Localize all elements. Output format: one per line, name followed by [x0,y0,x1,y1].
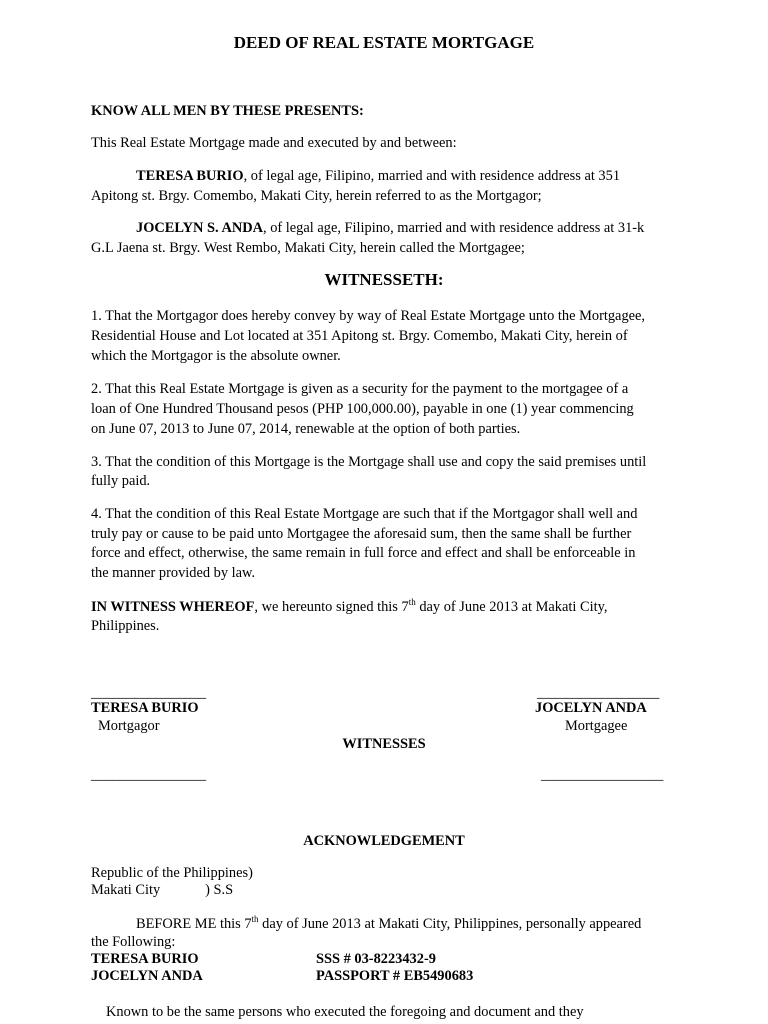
mortgagor-role: Mortgagor [98,718,160,734]
clause-2-line3: on June 07, 2013 to June 07, 2014, renewable at the option of both parties. [91,421,521,437]
clause-2-line1: 2. That this Real Estate Mortgage is given as a security for the payment to the mortgagee of a [91,381,629,397]
person-2-name: JOCELYN ANDA [91,968,203,984]
clause-1-line2: Residential House and Lot located at 351 Apitong st. Brgy. Comembo, Makati City, herein of [91,328,628,344]
ack-ordinal-suffix: th [251,914,259,925]
clause-2-line2: loan of One Hundred Thousand pesos (PHP 100,000.00), payable in one (1) year commencing [91,401,634,417]
before-me-text-cont: day of June 2013 at Makati City, Philippines, personally appeared [258,916,642,932]
mortgagee-details: , of legal age, Filipino, married and with residence address at 31-k [263,220,645,236]
person-1-id: SSS # 03-8223432-9 [316,951,436,967]
venue-city: Makati City [91,882,161,898]
venue-ss: ) S.S [205,882,234,898]
clause-1-line1: 1. That the Mortgagor does hereby convey by way of Real Estate Mortgage unto the Mortgagee, [91,308,646,324]
clause-4-line2: truly pay or cause to be paid unto Mortgagee the aforesaid sum, then the same shall be further [91,526,632,542]
person-2-id: PASSPORT # EB5490683 [316,968,474,984]
mortgagee-party-line2: G.L Jaena st. Brgy. West Rembo, Makati City, herein called the Mortgagee; [91,240,525,256]
venue-line2 [91,880,233,900]
clause-4-line1: 4. That the condition of this Real Estate Mortgage are such that if the Mortgagor shall well and [91,506,638,522]
in-witness-line2: Philippines. [91,618,160,634]
in-witness-whereof: IN WITNESS WHEREOF [91,599,255,615]
mortgagor-name: TERESA BURIO [136,168,244,184]
document-title: DEED OF REAL ESTATE MORTGAGE [233,33,535,52]
mortgagee-party-line1 [136,218,644,238]
clause-3-line1: 3. That the condition of this Mortgage is the Mortgage shall use and copy the said premises until [91,454,647,470]
the-following: the Following: [91,934,176,950]
mortgagee-name: JOCELYN S. ANDA [136,220,264,236]
venue-line1: Republic of the Philippines) [91,865,253,881]
mortgagee-signature-name: JOCELYN ANDA [535,700,647,716]
know-all-men-heading: KNOW ALL MEN BY THESE PRESENTS: [91,103,364,119]
mortgagor-signature-name: TERESA BURIO [91,700,199,716]
mortgagor-signature-line: ________________ [91,685,207,701]
acknowledgement-heading: ACKNOWLEDGEMENT [303,833,465,849]
in-witness-text: , we hereunto signed this 7 [254,599,409,615]
clause-3-line2: fully paid. [91,473,151,489]
before-me-text: BEFORE ME this 7 [136,916,252,932]
before-me-line [136,914,641,934]
mortgagor-party-line1 [136,166,620,186]
mortgagee-role: Mortgagee [565,718,628,734]
clause-4-line4: the manner provided by law. [91,565,256,581]
in-witness-line1 [91,597,607,617]
mortgagor-details: , of legal age, Filipino, married and with residence address at 351 [243,168,621,184]
person-1-name: TERESA BURIO [91,951,199,967]
ordinal-suffix: th [408,597,416,608]
witness-line-left: ________________ [91,767,207,783]
clause-1-line3: which the Mortgagor is the absolute owner. [91,348,341,364]
witness-line-right: _________________ [541,767,664,783]
witnesseth-heading: WITNESSETH: [324,270,444,289]
mortgagor-party-line2: Apitong st. Brgy. Comembo, Makati City, herein referred to as the Mortgagor; [91,188,542,204]
witnesses-label: WITNESSES [342,736,426,752]
clause-4-line3: force and effect, otherwise, the same remain in full force and effect and shall be enforceable in [91,545,636,561]
in-witness-text-cont: day of June 2013 at Makati City, [415,599,608,615]
known-to-be-text: Known to be the same persons who executed the foregoing and document and they [106,1004,584,1020]
made-by-text: This Real Estate Mortgage made and executed by and between: [91,135,457,151]
mortgagee-signature-line: _________________ [537,685,660,701]
